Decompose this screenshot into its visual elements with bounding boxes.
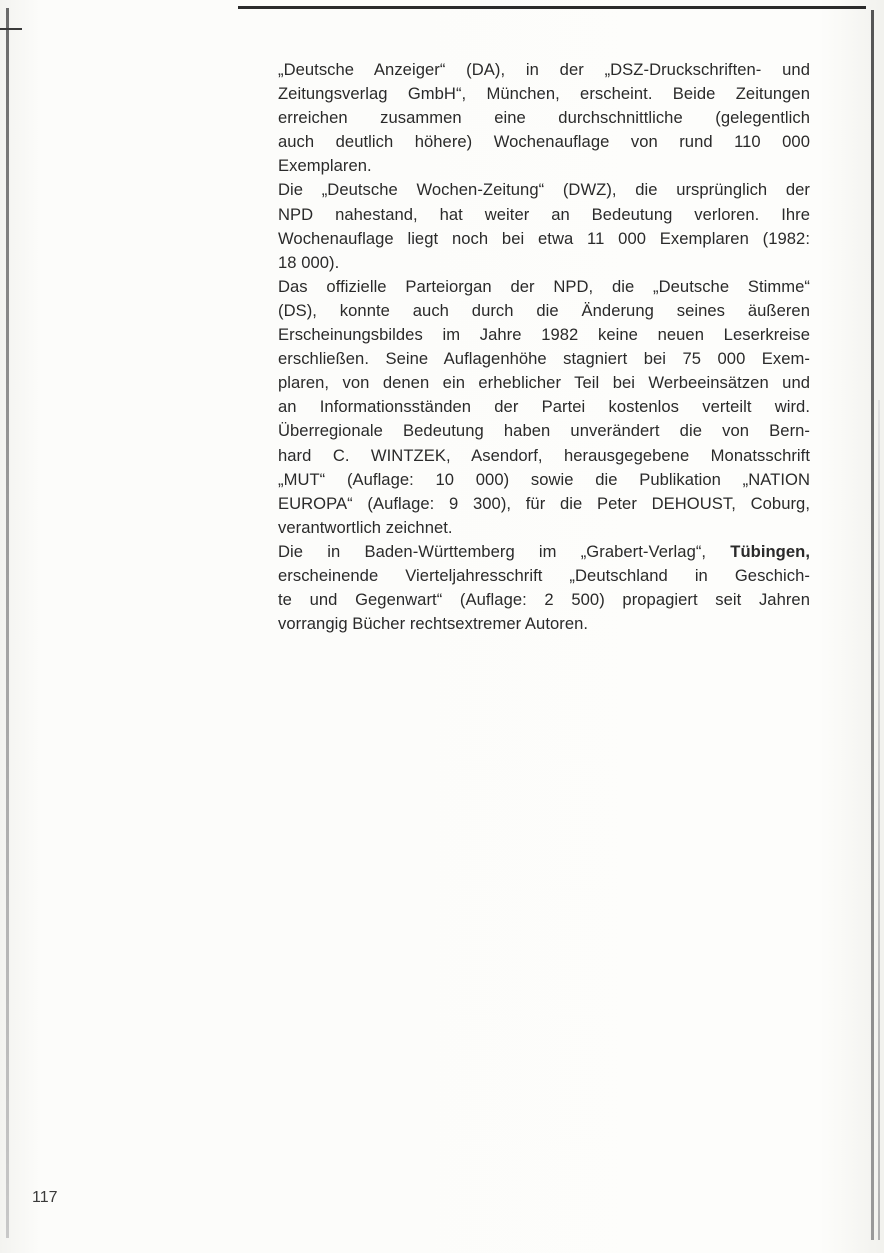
text-line: Überregionale Bedeutung haben unverändert die von Bern- xyxy=(278,421,810,441)
text-line: Erscheinungsbildes im Jahre 1982 keine neuen Leserkreise xyxy=(278,325,810,345)
text-line: plaren, von denen ein erheblicher Teil bei Werbeeinsätzen und xyxy=(278,373,810,393)
left-page-edge xyxy=(6,8,9,1238)
text-line: Das offizielle Parteiorgan der NPD, die „Deutsche Stimme“ xyxy=(278,276,810,296)
text-line: Die „Deutsche Wochen-Zeitung“ (DWZ), die ursprünglich der xyxy=(278,180,810,200)
paragraph-grabert xyxy=(278,540,810,636)
text-line: Exemplaren. xyxy=(278,156,372,176)
top-edge-rule xyxy=(238,6,866,9)
text-line: Zeitungsverlag GmbH“, München, erscheint. Beide Zeitungen xyxy=(278,84,810,104)
paragraph-mut xyxy=(278,419,810,539)
text-line: vorrangig Bücher rechtsextremer Autoren. xyxy=(278,614,589,634)
page-number: 117 xyxy=(32,1189,58,1206)
text-line: EUROPA“ (Auflage: 9 300), für die Peter DEHOUST, Coburg, xyxy=(278,493,810,513)
paragraph-dwz xyxy=(278,178,810,274)
text-line: hard C. WINTZEK, Asendorf, herausgegebene Monatsschrift xyxy=(278,445,810,465)
text-line: verantwortlich zeichnet. xyxy=(278,517,453,537)
text-line: 18 000). xyxy=(278,252,340,272)
text-line xyxy=(278,540,810,564)
text-line: „MUT“ (Auflage: 10 000) sowie die Publikation „NATION xyxy=(278,469,810,489)
paragraph-da xyxy=(278,58,810,178)
body-text xyxy=(278,58,810,636)
text-line: te und Gegenwart“ (Auflage: 2 500) propagiert seit Jahren xyxy=(278,590,810,610)
right-page-shadow xyxy=(878,400,880,1240)
text-line: Wochenauflage liegt noch bei etwa 11 000 Exemplaren (1982: xyxy=(278,228,810,248)
text-line: „Deutsche Anzeiger“ (DA), in der „DSZ-Druckschriften- und xyxy=(278,60,810,79)
text-line: erscheinende Vierteljahresschrift „Deutschland in Geschich- xyxy=(278,565,810,585)
text-line: erschließen. Seine Auflagenhöhe stagniert bei 75 000 Exem- xyxy=(278,349,810,369)
paragraph-ds xyxy=(278,275,810,420)
text-line: an Informationsständen der Partei kostenlos verteilt wird. xyxy=(278,397,810,417)
text-line: erreichen zusammen eine durchschnittliche (gelegentlich xyxy=(278,108,810,128)
text-line: auch deutlich höhere) Wochenauflage von rund 110 000 xyxy=(278,132,810,152)
text-run: Die in Baden-Württemberg im „Grabert-Verlag“, xyxy=(278,541,731,561)
left-edge-tick xyxy=(0,28,22,30)
right-page-edge xyxy=(871,10,874,1240)
bold-place-name: Tübingen, xyxy=(730,541,810,561)
text-line: (DS), konnte auch durch die Änderung seines äußeren xyxy=(278,300,810,320)
text-line: NPD nahestand, hat weiter an Bedeutung verloren. Ihre xyxy=(278,204,810,224)
